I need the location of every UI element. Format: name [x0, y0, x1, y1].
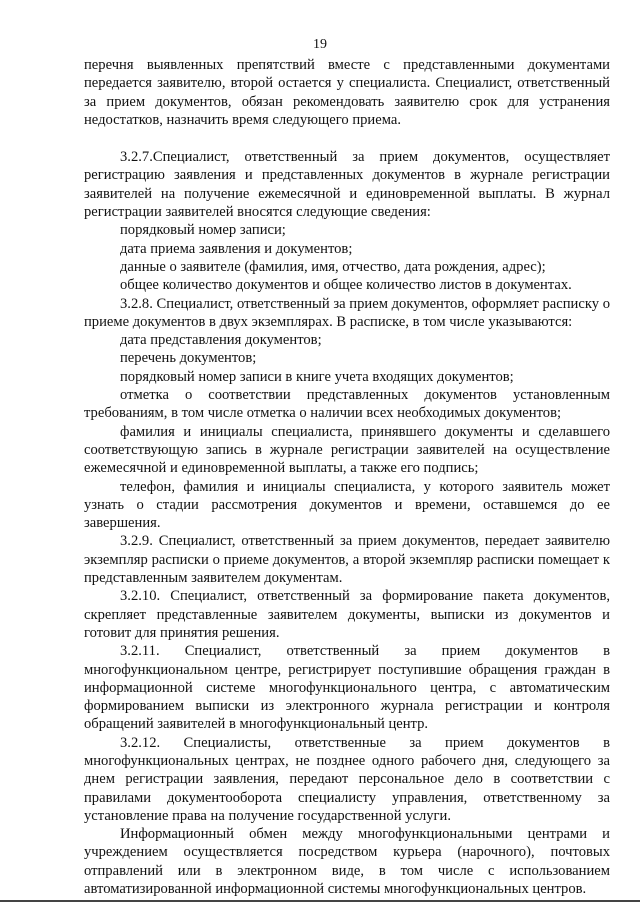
paragraph-information-exchange: Информационный обмен между многофункциональными центрами и учреждением осуществляется посредством курьера (нарочного), почтовых отправлений или в электронном виде, в том числе с использованием автоматизированной информационной системы многофункциональных центров. — [84, 826, 610, 898]
paragraph-3-2-7: 3.2.7.Специалист, ответственный за прием документов, осуществляет регистрацию заявления и представленных документов в журнале регистрации заявителей на получение ежемесячной и единовременной выплаты. В журнал регистрации заявителей вносятся следующие сведения: — [84, 149, 610, 221]
list-item: дата представления документов; — [120, 332, 322, 349]
paragraph-continuation: перечня выявленных препятствий вместе с представленными документами передается заявителю, второй остается у специалиста. Специалист, ответственный за прием документов, обязан рекомендовать заявителю срок для устранения недостатков, назначить время следующего приема. — [84, 57, 610, 128]
paragraph-3-2-10: 3.2.10. Специалист, ответственный за формирование пакета документов, скрепляет представленные заявителем документы, выписки из документов и готовит для принятия решения. — [84, 588, 610, 641]
list-item: порядковый номер записи; — [120, 222, 286, 239]
paragraph-3-2-9: 3.2.9. Специалист, ответственный за прием документов, передает заявителю экземпляр расписки о приеме документов, а второй экземпляр расписки помещает к представленным заявителем документам. — [84, 533, 610, 587]
list-item: телефон, фамилия и инициалы специалиста, у которого заявитель может узнать о стадии рассмотрения документов и времени, оставшемся до ее завершения. — [84, 478, 610, 532]
paragraph-3-2-12: 3.2.12. Специалисты, ответственные за прием документов в многофункциональных центрах, не позднее одного рабочего дня, следующего за днем регистрации заявления, передают персональное дело в соответствии с правилами документооборота специалисту управления, ответственному за установление права на получение государственной услуги. — [84, 734, 610, 824]
list-item: порядковый номер записи в книге учета входящих документов; — [120, 368, 514, 385]
paragraph-gap — [84, 129, 610, 148]
list-item: данные о заявителе (фамилия, имя, отчество, дата рождения, адрес); — [120, 258, 546, 275]
list-item: перечень документов; — [120, 350, 257, 367]
list-item: фамилия и инициалы специалиста, принявшего документы и сделавшего соответствующую запись в журнале регистрации заявителей на осуществление ежемесячной и единовременной выплаты, а также его подпись; — [84, 423, 610, 477]
page-number: 19 — [313, 37, 327, 52]
list-item: дата приема заявления и документов; — [120, 240, 353, 257]
paragraph-3-2-8: 3.2.8. Специалист, ответственный за прием документов, оформляет расписку о приеме документов в двух экземплярах. В расписке, в том числе указываются: — [84, 295, 610, 330]
text-block-top — [84, 56, 610, 898]
list-item: общее количество документов и общее количество листов в документах. — [120, 277, 572, 294]
page-bottom-border — [0, 900, 640, 902]
paragraph-3-2-11: 3.2.11. Специалист, ответственный за прием документов в многофункциональном центре, регистрирует поступившие обращения граждан в информационной системе многофункционального центра, с автоматическим формированием выписки из электронного журнала регистрации и контроля обращений заявителей в многофункциональный центр. — [84, 643, 610, 733]
list-item: отметка о соответствии представленных документов установленным требованиям, в том числе отметка о наличии всех необходимых документов; — [84, 387, 610, 422]
